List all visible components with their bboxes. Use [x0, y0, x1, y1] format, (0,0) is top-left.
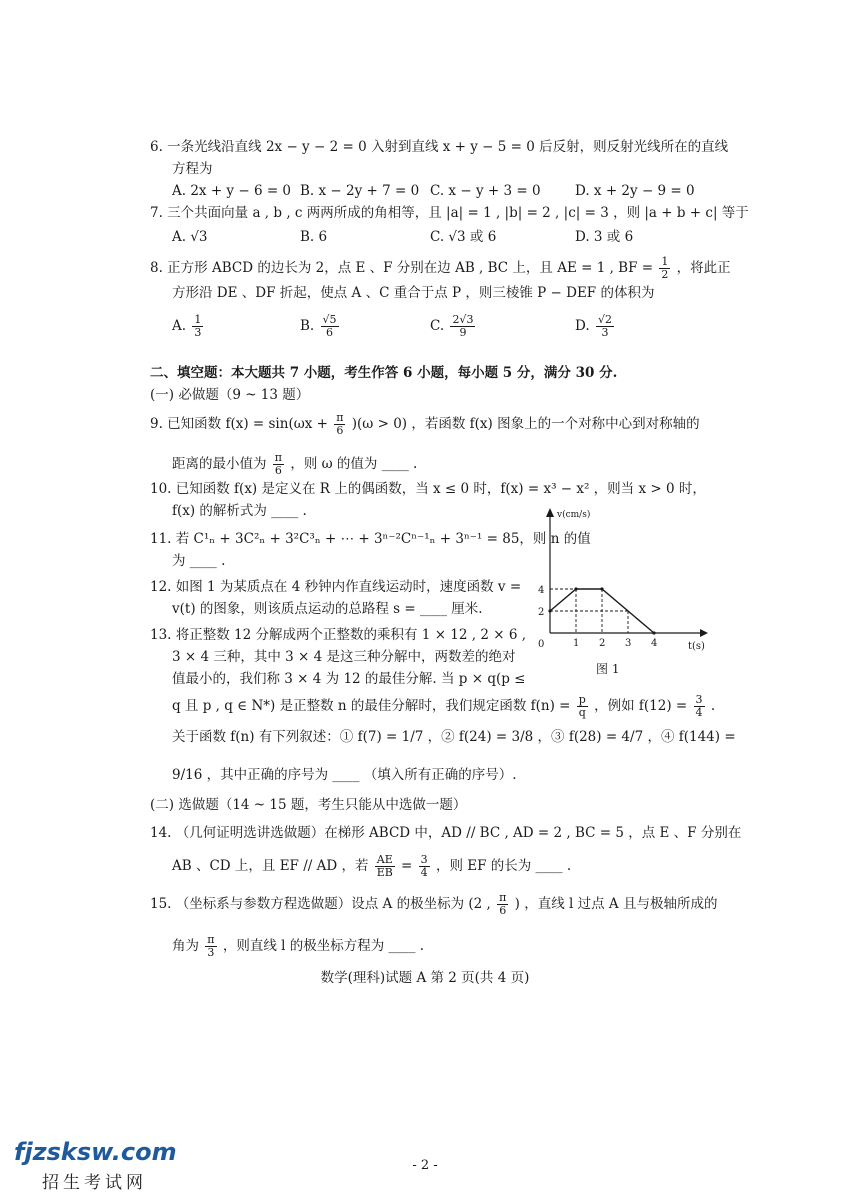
q8-choice-b	[300, 314, 341, 339]
logo-main: fjzsksw.com	[14, 1138, 177, 1166]
q6-choice-a: A. 2x + y − 6 = 0	[172, 183, 292, 199]
x-axis-label: t(s)	[688, 641, 705, 652]
q8-frac-den: 2	[661, 268, 669, 281]
q14-frac	[375, 854, 395, 879]
q9-line2-a: 距离的最小值为	[172, 456, 267, 472]
q8-choice-d-frac	[596, 314, 614, 339]
q8-line2: 方形沿 DE 、DF 折起，使点 A 、C 重合于点 P ，则三棱锥 P − DEF 的体积为	[172, 285, 655, 301]
q8-choice-c-label: C.	[430, 318, 445, 334]
logo-sub: 招生考试网	[42, 1173, 147, 1193]
q8-choice-b-num: √5	[322, 313, 337, 326]
q8-line1-b: ，将此正	[676, 260, 731, 276]
site-logo	[14, 1138, 184, 1192]
q13-line6: 9/16 ，其中正确的序号为 ____ （填入所有正确的序号）.	[172, 767, 517, 783]
q14-line2	[172, 854, 571, 879]
q8-choice-d	[575, 314, 616, 339]
q13-line4	[172, 694, 715, 719]
q15-frac2-num: π	[207, 933, 215, 946]
q7-choice-d: D. 3 或 6	[575, 229, 634, 245]
q13-line1: 13. 将正整数 12 分解成两个正整数的乘积有 1 × 12 , 2 × 6 ,	[150, 627, 527, 643]
q6-line1: 6. 一条光线沿直线 2x − y − 2 = 0 入射到直线 x + y − 5 = 0 后反射，则反射光线所在的直线	[150, 139, 729, 155]
q8-choice-c-den: 9	[459, 326, 467, 339]
q9-frac	[334, 412, 345, 437]
q8-choice-a	[172, 314, 205, 339]
q13-frac2-den: 4	[695, 706, 703, 719]
data-point	[600, 587, 603, 590]
data-point	[652, 631, 655, 634]
q13-frac	[577, 694, 588, 719]
q14-eq: =	[401, 858, 413, 874]
q13-frac2	[694, 694, 705, 719]
q7-choice-a: A. √3	[172, 229, 208, 245]
q8-choice-c	[430, 314, 477, 339]
q9-frac2	[273, 452, 284, 477]
q14-frac-den: EB	[376, 866, 393, 879]
q14-frac-num: AE	[376, 853, 393, 866]
q6-choice-c: C. x − y + 3 = 0	[430, 183, 541, 199]
page-number: - 2 -	[412, 1158, 438, 1173]
q15-frac2	[205, 934, 216, 959]
q14-frac2-den: 4	[420, 866, 428, 879]
q15-frac-num: π	[499, 891, 507, 904]
q9-frac-den: 6	[336, 424, 344, 437]
q15-frac	[497, 892, 508, 917]
q13-frac-num: p	[578, 693, 586, 706]
q11-line2: 为 ____ .	[172, 553, 226, 569]
q10-line1: 10. 已知函数 f(x) 是定义在 R 上的偶函数，当 x ≤ 0 时，f(x) = x³ − x² ，则当 x > 0 时，	[150, 481, 706, 497]
y-tick-label-4: 4	[538, 585, 545, 596]
q8-frac-num: 1	[661, 255, 669, 268]
q7-line1: 7. 三个共面向量 a , b , c 两两所成的角相等，且 |a| = 1 , |b| = 2 , |c| = 3 ，则 |a + b + c| 等于	[150, 205, 749, 221]
x-axis-arrow	[700, 629, 708, 637]
q9-line1	[150, 412, 700, 437]
q13-line5: 关于函数 f(n) 有下列叙述：① f(7) = 1/7 ，② f(24) = 3/8 ，③ f(28) = 4/7 ，④ f(144) =	[172, 729, 736, 745]
q15-line1-a: 15. （坐标系与参数方程选做题）设点 A 的极坐标为 (2 ,	[150, 896, 491, 912]
q15-frac2-den: 3	[207, 946, 215, 959]
q14-frac2	[419, 854, 430, 879]
q13-line4-a: q 且 p , q ∈ N*) 是正整数 n 的最佳分解时，我们规定函数 f(n) =	[172, 698, 571, 714]
q8-choice-a-num: 1	[194, 313, 202, 326]
q15-line2-b: ，则直线 l 的极坐标方程为 ____ .	[222, 938, 425, 954]
velocity-chart	[530, 505, 710, 655]
q8-choice-d-label: D.	[575, 318, 590, 334]
x-tick-label-4: 4	[651, 638, 658, 649]
q14-line2-b: ，则 EF 的长为 ____ .	[435, 858, 572, 874]
q7-choice-c: C. √3 或 6	[430, 229, 497, 245]
q8-choice-a-frac	[192, 314, 203, 339]
q8-choice-b-den: 6	[326, 326, 334, 339]
q9-line1-a: 9. 已知函数 f(x) = sin(ωx +	[150, 416, 328, 432]
q8-frac	[659, 256, 670, 281]
q8-choice-b-frac	[321, 314, 339, 339]
q8-choice-c-frac	[450, 314, 475, 339]
q14-frac2-num: 3	[420, 853, 428, 866]
q15-line2	[172, 934, 424, 959]
q8-line1	[150, 256, 731, 281]
q8-choice-a-label: A.	[172, 318, 187, 334]
q10-line2: f(x) 的解析式为 ____ .	[172, 503, 307, 519]
q8-choice-c-num: 2√3	[452, 313, 474, 326]
page-footer: 数学(理科)试题 A 第 2 页(共 4 页)	[320, 970, 530, 986]
origin-label: 0	[538, 639, 545, 650]
q6-choice-d: D. x + 2y − 9 = 0	[575, 183, 695, 199]
q8-choice-d-den: 3	[601, 326, 609, 339]
y-tick-label-2: 2	[538, 607, 545, 618]
q14-line2-a: AB 、CD 上，且 EF // AD ，若	[172, 858, 369, 874]
y-axis-label: v(cm/s)	[557, 510, 591, 520]
q8-choice-a-den: 3	[194, 326, 202, 339]
q9-frac-num: π	[336, 411, 344, 424]
q9-frac2-num: π	[274, 451, 283, 464]
data-point	[548, 609, 551, 612]
q6-choice-b: B. x − 2y + 7 = 0	[300, 183, 420, 199]
q13-frac-den: q	[578, 706, 586, 719]
x-tick-label-1: 1	[573, 638, 580, 649]
q8-line1-a: 8. 正方形 ABCD 的边长为 2，点 E 、F 分别在边 AB , BC 上，且 AE = 1 , BF =	[150, 260, 654, 276]
y-axis-arrow	[546, 508, 554, 517]
q14-line1: 14. （几何证明选讲选做题）在梯形 ABCD 中，AD // BC , AD = 2 , BC = 5 ，点 E 、F 分别在	[150, 825, 742, 841]
q8-choice-d-num: √2	[597, 313, 612, 326]
q15-line1-b: ) ，直线 l 过点 A 且与极轴所成的	[514, 896, 718, 912]
q9-line1-b: )(ω > 0) ，若函数 f(x) 图象上的一个对称中心到对称轴的	[351, 416, 700, 432]
data-point	[574, 587, 577, 590]
q15-frac-den: 6	[499, 904, 507, 917]
q13-line4-b: ，例如 f(12) =	[594, 698, 688, 714]
q13-line4-c: .	[710, 698, 716, 714]
q9-frac2-den: 6	[274, 464, 282, 477]
section2-title: 二、填空题：本大题共 7 小题，考生作答 6 小题，每小题 5 分，满分 30 分.	[150, 365, 618, 381]
q11-line1: 11. 若 C¹ₙ + 3C²ₙ + 3²C³ₙ + ⋯ + 3ⁿ⁻²Cⁿ⁻¹ₙ + 3ⁿ⁻¹ = 85，则 n 的值	[150, 531, 591, 547]
q13-line2: 3 × 4 三种，其中 3 × 4 是这三种分解中，两数差的绝对	[172, 649, 516, 665]
q15-line2-a: 角为	[172, 938, 199, 954]
q12-line2: v(t) 的图象，则该质点运动的总路程 s = ____ 厘米.	[172, 601, 483, 617]
figure-caption: 图 1	[596, 662, 620, 676]
q15-line1	[150, 892, 717, 917]
x-tick-label-2: 2	[599, 638, 606, 649]
q13-line3: 值最小的，我们称 3 × 4 为 12 的最佳分解. 当 p × q(p ≤	[172, 671, 526, 687]
section2-sub1: (一) 必做题（9 ~ 13 题）	[150, 387, 310, 403]
q9-line2	[172, 452, 417, 477]
q12-line1: 12. 如图 1 为某质点在 4 秒钟内作直线运动时，速度函数 v =	[150, 579, 522, 595]
q13-frac2-num: 3	[695, 693, 703, 706]
x-tick-label-3: 3	[625, 638, 632, 649]
q6-line2: 方程为	[172, 161, 213, 177]
section2-sub2: (二) 选做题（14 ~ 15 题，考生只能从中选做一题）	[150, 797, 467, 813]
q7-choice-b: B. 6	[300, 229, 328, 245]
q9-line2-b: ，则 ω 的值为 ____ .	[290, 456, 418, 472]
q8-choice-b-label: B.	[300, 318, 315, 334]
